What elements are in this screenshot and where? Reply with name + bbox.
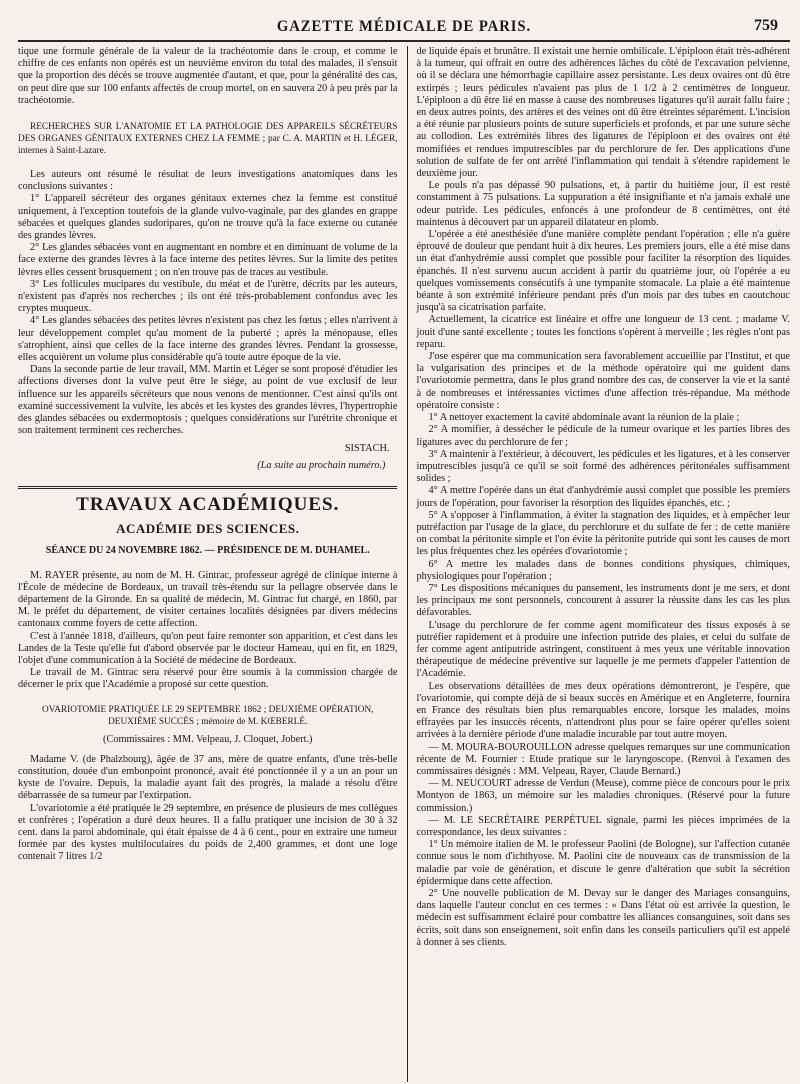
paragraph: tique une formule générale de la valeur de la trachéotomie dans le croup, et comme le chiffre de ces enfants non opérés est un neuvième environ du total des malades, il s'ensuit que la proportion des décès se trouve augmentée d'autant, et que, pour la généralité des cas, on peut dire que sur 100 enfants affectés de croup mortel, on en sauvera 20 à peu près par la trachéotomie. — [18, 46, 398, 106]
academy-title: ACADÉMIE DES SCIENCES. — [116, 521, 300, 537]
text-columns — [18, 46, 790, 1082]
paragraph: L'usage du perchlorure de fer comme agent momificateur des tissus exposés à se putréfier rapidement et à produire une infection putride des plaies, et celui du sulfate de fer comme agent antiputride astringent, constituent à mes yeux une véritable innovation thérapeutique de médecine préventive sur laquelle je me permets d'appeler l'attention de l'Académie. — [416, 619, 790, 680]
paragraph: L'opérée a été anesthésiée d'une manière complète pendant l'opération ; elle n'a guère éprouvé de douleur que pendant huit à dix heures. Les premiers jours, elle a été mise dans un état d'anhydrémie aussi complet que possible pour faciliter la résorption des liquides épanchés. Il n'est survenu aucun accident à partir du quatrième jour, où l'opérée a eu quelques vomissements consécutifs à une tympanite stomacale. La plaie a été maintenue béante à son extrémité inférieure pendant près d'un mois par des tubes en caoutchouc jusqu'à sa cicatrisation parfaite. — [416, 229, 790, 314]
paragraph: de liquide épais et brunâtre. Il existait une hernie ombilicale. L'épiploon était très-adhérent à la tumeur, qui offrait en outre des adhérences lâches du côté de l'excavation pelvienne, où il se déclara une hémorrhagie capillaire assez persistante. Les deux ovaires ont dû être extirpés ; leurs pédicules n'avaient pas plus de 1 1/2 à 2 centimètres de longueur. L'épiploon a dû être lié en masse à cause des nombreuses ligatures qu'il aurait fallu faire ; en deux autres points, des artères et des veines ont dû être étreintes séparément. L'incision a été réunie par plusieurs points de suture superficiels et profonds, et par une suture sèche au collodion. Les extrémités libres des ligatures de l'épiploon et des ovaires ont été momifiées et rendues imputrescibles par du perchlorure de fer. Des applications d'une solution de sulfate de fer ont arrêté l'inflammation qui tendait à s'étendre rapidement le deuxième jour. — [416, 46, 790, 180]
right-column — [407, 46, 790, 1082]
method-item: 5° A s'opposer à l'inflammation, à éviter la stagnation des liquides, et à empêcher leur putréfaction par l'usage de la glace, du perchlorure et du sulfate de fer : de cette manière on combat la péritonite simple et l'on évite la péritonite putride qui sont les causes de mort les plus fréquentes chez les opérées d'ovariotomie ; — [416, 509, 790, 558]
list-item: 1° Un mémoire italien de M. le professeur Paolini (de Bologne), sur l'affection cutanée connue sous le nom d'ichthyose. M. Paolini cite de nouveaux cas de transmission de la maladie par voie de génération, et discute le genre d'altération que subit la sécrétion épidermique dans cette affection. — [416, 839, 790, 887]
paragraph: Dans la seconde partie de leur travail, MM. Martin et Léger se sont proposé d'étudier les affections diverses dont la vulve peut être le siége, au point de vue exclusif de leur influence sur les appareils sécréteurs que nous venons de mentionner. C'est ainsi qu'ils ont examiné successivement la vulvite, les abcès et les kystes des grandes lèvres, l'hypertrophie des glandes sébacées ou exdermoptosis ; quelques considérations sur l'urétrite chronique et son traitement terminent ces recherches. — [18, 364, 398, 437]
paragraph: — M. NEUCOURT adresse de Verdun (Meuse), comme pièce de concours pour le prix Montyon de 1863, un mémoire sur les maladies chroniques. (Réservé pour la future commission.) — [416, 778, 790, 814]
paragraph: Les auteurs ont résumé le résultat de leurs investigations anatomiques dans les conclusions suivantes : — [18, 169, 398, 193]
conclusion-item: 1° L'appareil sécréteur des organes génitaux externes chez la femme est constitué uniquement, à l'exception toutefois de la glande vulvo-vaginale, par des glandes en grappe sébacées et quelques glandes sudoripares, qu'on ne trouve qu'à la face externe ou cutanée des grandes lèvres. — [18, 193, 398, 242]
method-item: 4° A mettre l'opérée dans un état d'anhydrémie aussi complet que possible les premiers jours de l'opération, pour favoriser la résorption des liquides épanchés, etc. ; — [416, 485, 790, 509]
section-divider — [18, 486, 397, 489]
session-line: SÉANCE DU 24 NOVEMBRE 1862. — PRÉSIDENCE DE M. DUHAMEL. — [45, 545, 370, 557]
conclusion-item: 2° Les glandes sébacées vont en augmentant en nombre et en diminuant de volume de la face externe des grandes lèvres à la face interne des petites lèvres. Sur la limite des petites lèvres elles cessent brusquement ; on n'en trouve pas de traces au vestibule. — [18, 242, 398, 278]
paragraph: M. RAYER présente, au nom de M. H. Gintrac, professeur agrégé de clinique interne à l'École de médecine de Bordeaux, un travail très-étendu sur la pellagre observée dans le département de la Gironde. En sa qualité de médecin, M. Gintrac fut chargé, en 1860, par M. le préfet du département, de visiter certaines localités désignées par divers médecins cantonaux comme foyers de cette affection. — [18, 569, 398, 630]
conclusion-item: 4° Les glandes sébacées des petites lèvres n'existent pas chez les fœtus ; elles n'arrivent à leur développement complet qu'au moment de la puberté ; après la ménopause, elles s'atrophient, ainsi que celles de la face interne des grandes lèvres. Pendant la grossesse, elles acquièrent un volume plus considérable qu'à toute autre époque de la vie. — [18, 315, 398, 364]
paragraph: L'ovariotomie a été pratiquée le 29 septembre, en présence de plusieurs de mes collègues et confrères ; l'opération a duré deux heures. Il a fallu pratiquer une incision de 30 à 32 cent. dans la paroi abdominale, qui était épaisse de 4 à 6 cent., pour en extraire une tumeur formée par des kystes multiloculaires du poids de 2,400 grammes, et dont une loge contenait 7 litres 1/2 — [18, 802, 398, 863]
method-item: 3° A maintenir à l'extérieur, à découvert, les pédicules et les ligatures, et à les conserver imputrescibles jusqu'à ce qu'il se soit formé des adhérences péritonéales suffisamment solides ; — [416, 448, 790, 485]
method-item: 2° A momifier, à dessécher le pédicule de la tumeur ovarique et les parties libres des ligatures avec du perchlorure de fer ; — [416, 424, 790, 448]
memoir-heading: OVARIOTOMIE PRATIQUÉE LE 29 SEPTEMBRE 1862 ; DEUXIÈME OPÉRATION, DEUXIÈME SUCCÈS ; mémoire de M. KŒBERLÉ. — [41, 704, 374, 727]
journal-title: GAZETTE MÉDICALE DE PARIS. — [276, 18, 532, 35]
commissioners-line: (Commissaires : MM. Velpeau, J. Cloquet, Jobert.) — [103, 733, 313, 745]
section-title: TRAVAUX ACADÉMIQUES. — [76, 493, 340, 515]
paragraph: — M. LE SECRÉTAIRE PERPÉTUEL signale, parmi les pièces imprimées de la correspondance, les deux suivantes : — [416, 814, 790, 838]
author-signature: SISTACH. — [344, 443, 390, 455]
left-column — [18, 46, 397, 1082]
paragraph: — M. MOURA-BOUROUILLON adresse quelques remarques sur une communication récente de M. Fournier : Etude pratique sur le laryngoscope. (Renvoi à l'examen des commissaires désignés : MM. Velpeau, Rayer, Claude Bernard.) — [416, 741, 790, 777]
conclusion-item: 3° Les follicules mucipares du vestibule, du méat et de l'urètre, décrits par les auteurs, n'existent pas d'après nos recherches ; ils ont été très-probablement confondus avec les cryptes muqueux. — [18, 278, 398, 315]
continuation-note: (La suite au prochain numéro.) — [257, 459, 386, 471]
paragraph: Actuellement, la cicatrice est linéaire et offre une longueur de 13 cent. ; madame V. jouit d'une santé excellente ; toutes les fonctions s'opèrent à merveille ; les règles n'ont pas reparu. — [416, 314, 790, 350]
paragraph: Le pouls n'a pas dépassé 90 pulsations, et, à partir du huitième jour, il est resté constamment à 75 pulsations. La suppuration a été insignifiante et n'a jamais exhalé une odeur putride. Les pédicules, enfoncés à une profondeur de 8 centimètres, ont été maintenus à découvert par un appareil dilatateur en plomb. — [416, 180, 790, 228]
paragraph: J'ose espérer que ma communication sera favorablement accueillie par l'Institut, et que la vulgarisation des principes et de la méthode opératoire qui me guident dans l'ovariotomie permettra, dans le plus grand nombre des cas, de conserver la vie et la santé à de nombreuses et intéressantes victimes d'une affection très-répandue. Ma méthode opératoire consiste : — [416, 351, 790, 411]
paragraph: Le travail de M. Gintrac sera réservé pour être soumis à la commission chargée de décerner le prix que l'Académie a proposé sur cette question. — [18, 667, 398, 691]
paragraph: Madame V. (de Phalzbourg), âgée de 37 ans, mère de quatre enfants, d'une très-belle constitution, douée d'un embonpoint prononcé, avait été ponctionnée il y a un an pour un kyste de l'ovaire. Depuis, la maladie ayant fait des progrès, la malade a résolu d'être débarrassée de sa tumeur par l'extirpation. — [18, 753, 398, 802]
method-item: 7° Les dispositions mécaniques du pansement, les instruments dont je me sers, et dont les principaux me sont personnels, concourent à assurer la réussite dans les cas les plus défavorables. — [416, 582, 790, 619]
page-header — [18, 10, 790, 42]
method-item: 6° A mettre les malades dans de bonnes conditions physiques, chimiques, physiologiques pour l'opération ; — [416, 558, 790, 582]
paragraph: C'est à l'année 1818, d'ailleurs, qu'on peut faire remonter son apparition, et c'est dans les Landes de la Teste qu'elle fut d'abord observée par le docteur Hameau, qui en fit, en 1829, l'objet d'une communication à la Société de médecine de Bordeaux. — [18, 630, 398, 666]
list-item: 2° Une nouvelle publication de M. Devay sur le danger des Mariages consanguins, dans laquelle l'auteur conclut en ces termes : « Dans l'état où est arrivée la question, le médecin est suffisamment éclairé pour combattre les alliances consanguines, soit dans ses écrits, soit dans son enseignement, soit enfin dans les conseils particuliers qu'il est appelé à donner à ses clients. — [416, 888, 790, 948]
article-heading: RECHERCHES SUR L'ANATOMIE ET LA PATHOLOGIE DES APPAREILS SÉCRÉTEURS DES ORGANES GÉNITAUX EXTERNES CHEZ LA FEMME ; par C. A. MARTIN et H. LÉGER, internes à Saint-Lazare. — [18, 122, 398, 157]
page-number: 759 — [754, 17, 778, 34]
method-item: 1° A nettoyer exactement la cavité abdominale avant la réunion de la plaie ; — [428, 412, 740, 424]
paragraph: Les observations détaillées de mes deux opérations démontreront, je l'espère, que l'ovariotomie, qui compte déjà de si beaux succès en Amérique et en Angleterre, fournira en France des résultats bien plus remarquables encore, lorsque les malades, moins effrayées par les insuccès récents, n'attendront plus pour se faire opérer qu'elles soient arrivées à la dernière période d'une maladie incurable par tout autre moyen. — [416, 680, 790, 741]
